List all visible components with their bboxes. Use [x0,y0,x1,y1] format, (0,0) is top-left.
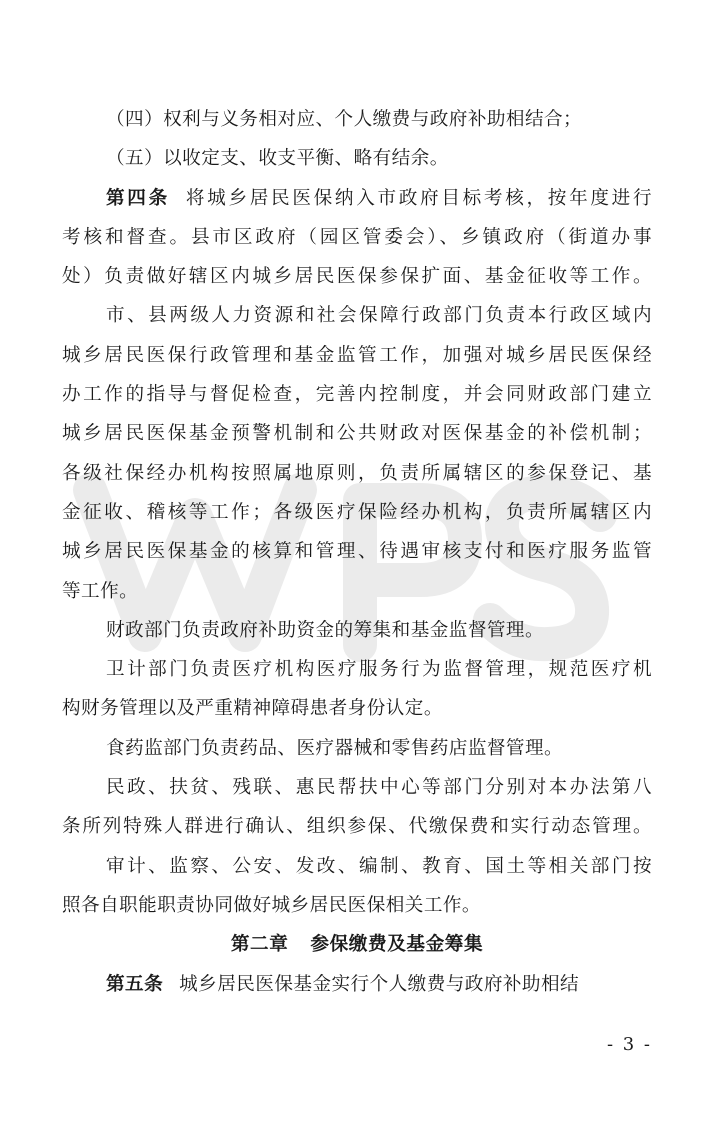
text-line: 照各自职能职责协同做好城乡居民医保相关工作。 [62,894,481,916]
text-line: 条所列特殊人群进行确认、组织参保、代缴保费和实行动态管理。 [62,816,652,838]
text-line: （五）以收定支、收支平衡、略有结余。 [106,148,449,170]
article-5-line [62,965,652,1004]
text-line: （四）权利与义务相对应、个人缴费与政府补助相结合； [106,109,583,130]
text-line: 办工作的指导与督促检查，完善内控制度，并会同财政部门建立 [62,384,652,406]
text-line: 城乡居民医保基金预警机制和公共财政对医保基金的补偿机制； [62,423,652,445]
text-line: 构财务管理以及严重精神障碍患者身份认定。 [62,698,443,720]
body-text [62,100,652,1004]
article-4-heading: 第四条 [106,187,170,209]
article-5-text: 城乡居民医保基金实行个人缴费与政府补助相结 [179,973,580,995]
article-4-text: 将城乡居民医保纳入市政府目标考核，按年度进行 [185,187,652,209]
text-line: 审计、监察、公安、发改、编制、教育、国土等相关部门按 [106,855,652,877]
text-line: 财政部门负责政府补助资金的筹集和基金监督管理。 [106,619,545,641]
chapter-heading [62,925,652,964]
text-line: 城乡居民医保行政管理和基金监管工作，加强对城乡居民医保经 [62,344,652,366]
text-line: 卫计部门负责医疗机构医疗服务行为监督管理，规范医疗机 [106,659,652,681]
chapter-title: 参保缴费及基金筹集 [310,934,484,956]
article-4-line [62,179,652,218]
text-line: 各级社保经办机构按照属地原则，负责所属辖区的参保登记、基 [62,462,652,484]
text-line: 市、县两级人力资源和社会保障行政部门负责本行政区域内 [106,305,652,327]
text-line: 城乡居民医保基金的核算和管理、待遇审核支付和医疗服务监管 [62,541,652,563]
page-number: - 3 - [606,1034,652,1055]
chapter-number: 第二章 [230,934,289,956]
text-line: 考核和督查。县市区政府（园区管委会）、乡镇政府（街道办事 [62,226,652,248]
article-5-heading: 第五条 [106,973,164,995]
text-line: 等工作。 [62,580,139,602]
text-line: 民政、扶贫、残联、惠民帮扶中心等部门分别对本办法第八 [106,777,652,799]
text-line: 食药监部门负责药品、医疗器械和零售药店监督管理。 [106,737,564,759]
text-line: 处）负责做好辖区内城乡居民医保参保扩面、基金征收等工作。 [62,266,652,288]
text-line: 金征收、稽核等工作；各级医疗保险经办机构，负责所属辖区内 [62,501,652,523]
